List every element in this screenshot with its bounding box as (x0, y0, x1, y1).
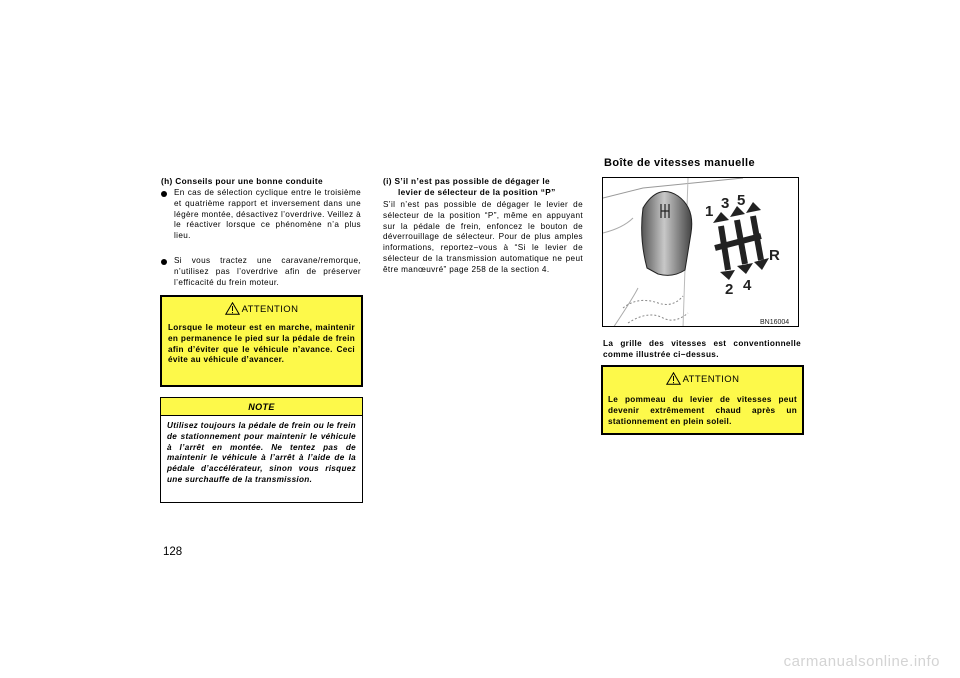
attention-header (162, 302, 361, 315)
middle-body-text: S’il n’est pas possible de dégager le levier de sélecteur de la position “P”, même en appuyant sur la pédale de frein, enfoncez le bouton de déverrouillage de sélecteur. Pour de plus amples informations, reportez−vous à “Si le levier de sélecteur de la transmission automatique ne peut être manœuvré” page 258 de la section 4. (383, 200, 583, 274)
middle-heading-line2: levier de sélecteur de la position “P” (398, 186, 556, 197)
attention-box-hot-knob (601, 365, 804, 435)
bullet-dot-icon (161, 259, 167, 265)
bullet-dot-icon (161, 191, 167, 197)
warning-triangle-icon (666, 372, 681, 385)
bullet-text: En cas de sélection cyclique entre le troisième et quatrième rapport et inversement dans une légère montée, désactivez l’overdrive. Veillez à le réactiver lorsque ce phénomène n’a plus lieu. (174, 188, 362, 241)
attention-title: ATTENTION (241, 304, 299, 315)
gear-knob-illustration (603, 178, 799, 327)
attention-text: Lorsque le moteur est en marche, maintenir en permanence le pied sur la pédale de frein afin d’éviter que le véhicule n’avance. Ceci évite au véhicule d’avancer. (168, 323, 355, 365)
gear-digit-top: 1 (705, 203, 714, 220)
bullet-item (161, 188, 361, 242)
attention-title: ATTENTION (682, 374, 740, 385)
warning-triangle-icon (225, 302, 240, 315)
note-title: NOTE (248, 402, 275, 412)
gear-digit-bottom: 4 (743, 277, 752, 294)
gear-shift-illustration (602, 177, 799, 327)
middle-heading (383, 176, 583, 198)
gear-digit-bottom: R (769, 247, 780, 264)
page-number: 128 (163, 546, 183, 558)
attention-header (603, 372, 802, 385)
note-header (161, 398, 362, 416)
attention-text: Le pommeau du levier de vitesses peut devenir extrêmement chaud après un stationnement en plein soleil. (608, 395, 797, 426)
figure-caption: La grille des vitesses est conventionnelle comme illustrée ci−dessus. (603, 339, 801, 359)
note-box (160, 397, 363, 503)
bullet-text: Si vous tractez une caravane/remorque, n’utilisez pas l’overdrive afin de préserver l’efficacité du frein moteur. (174, 256, 361, 287)
gear-digit-top: 5 (737, 192, 746, 209)
left-heading: (h) Conseils pour une bonne conduite (161, 176, 323, 186)
gear-digit-bottom: 2 (725, 281, 734, 298)
watermark: carmanualsonline.info (783, 653, 940, 670)
figure-code: BN16004 (760, 319, 790, 326)
section-title: Boîte de vitesses manuelle (604, 157, 756, 169)
gear-digit-top: 3 (721, 195, 730, 212)
bullet-item (161, 256, 361, 288)
middle-heading-line1: (i) S’il n’est pas possible de dégager le (383, 176, 550, 186)
note-text: Utilisez toujours la pédale de frein ou le frein de stationnement pour maintenir le véhicule à l’arrêt en montée. Ne tentez pas de maintenir le véhicule à l’arrêt à l’aide de la pédale d’accélérateur, sinon vous risquez une surchauffe de la transmission. (167, 421, 356, 484)
attention-box-brake (160, 295, 363, 387)
